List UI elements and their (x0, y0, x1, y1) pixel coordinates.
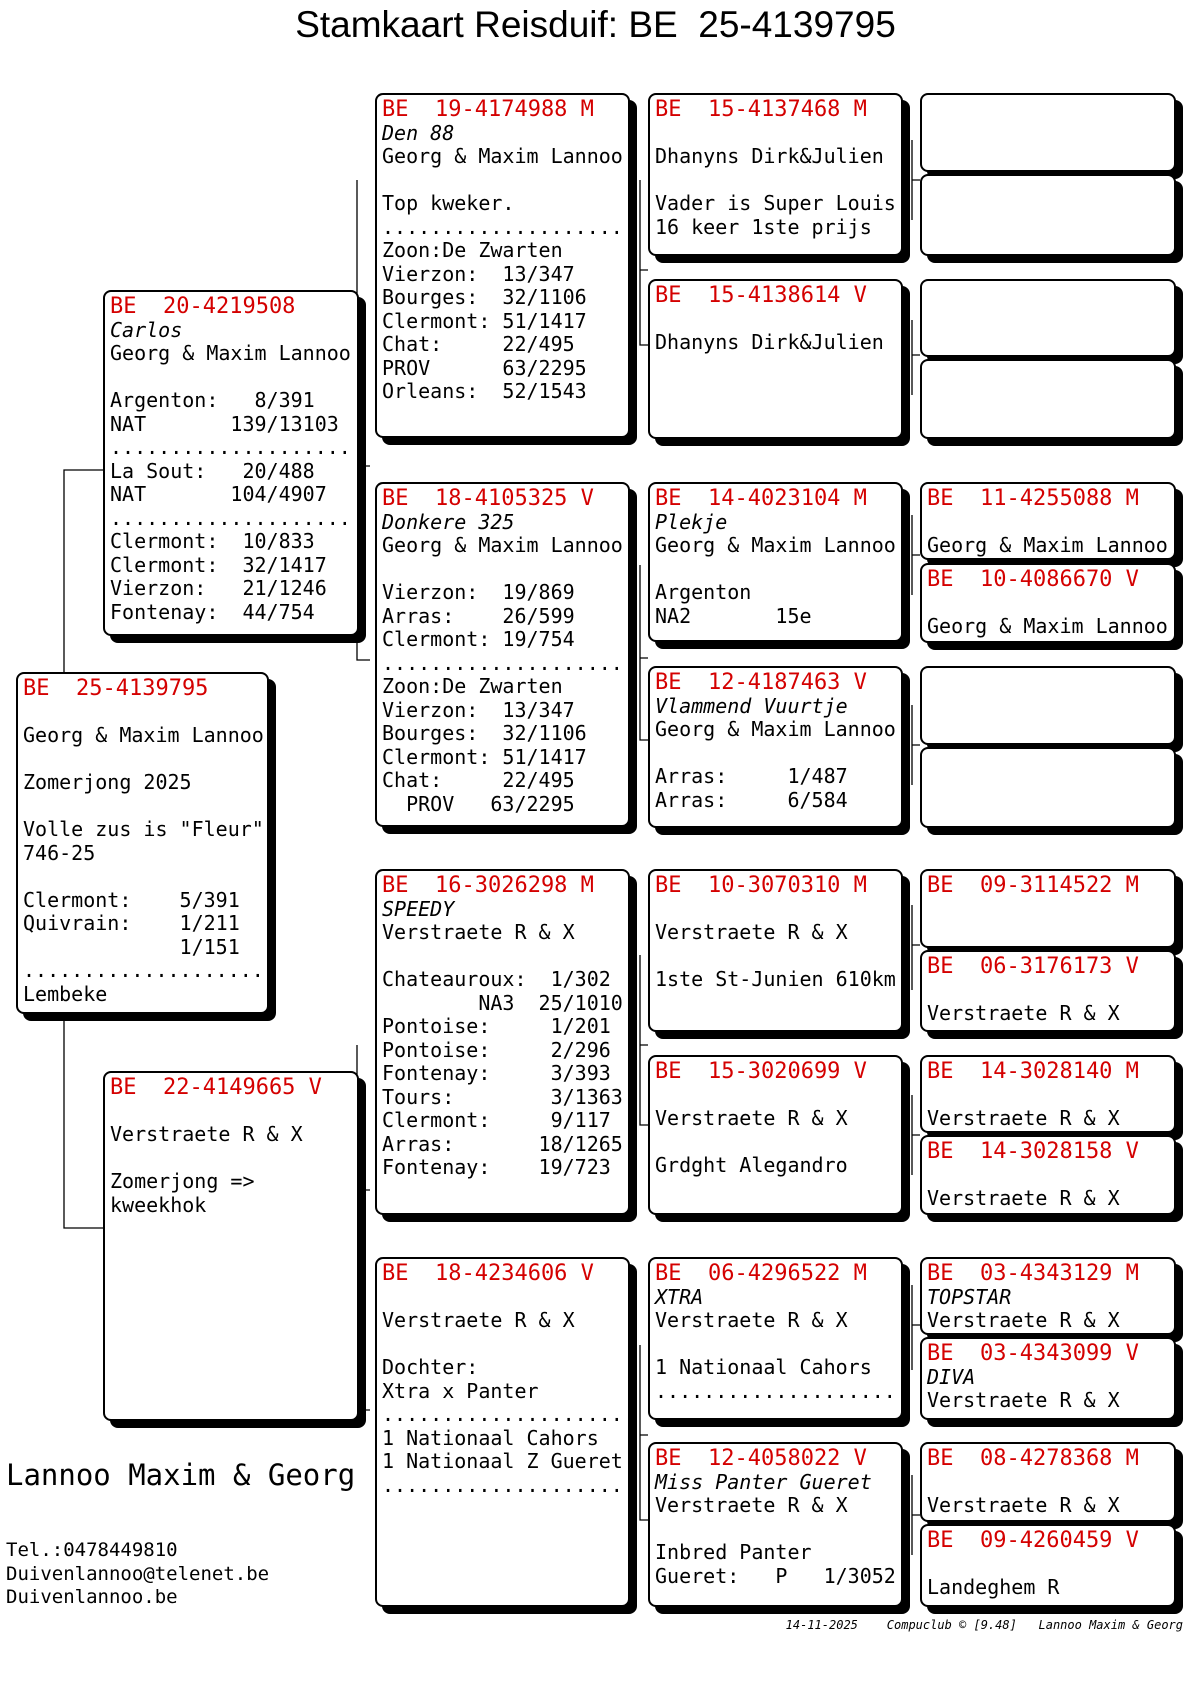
card-g1[interactable] (920, 93, 1176, 172)
ring-number: BE 15-3020699 V (655, 1059, 867, 1084)
card-line (23, 701, 263, 725)
card-line: Georg & Maxim Lannoo (927, 614, 1168, 638)
card-line: Arras: 26/599 (382, 603, 575, 628)
card-line: Georg & Maxim Lannoo (655, 717, 896, 741)
ring-number: BE 10-4086670 V (927, 567, 1139, 592)
card-mfm[interactable] (648, 1055, 903, 1215)
card-line: .................... (382, 1472, 623, 1497)
card-g10[interactable] (920, 950, 1176, 1032)
card-line: Zoon:De Zwarten (382, 674, 563, 698)
card-line: La Sout: 20/488 (110, 458, 315, 483)
card-line (655, 1518, 897, 1542)
card-line (927, 511, 1170, 535)
ring-number: BE 14-3028140 M (927, 1059, 1139, 1084)
ring-number: BE 25-4139795 (23, 676, 209, 701)
card-fm[interactable] (375, 482, 630, 827)
card-line (655, 1131, 897, 1155)
card-line: Georg & Maxim Lannoo (655, 533, 896, 557)
card-g7[interactable] (920, 666, 1176, 745)
card-line (655, 169, 897, 193)
card-line (655, 742, 897, 766)
card-line (655, 122, 897, 146)
pigeon-name: Plekje (655, 509, 728, 534)
connector-mff (912, 905, 920, 990)
card-line: 1 Nationaal Cahors (382, 1425, 599, 1450)
ring-number: BE 22-4149665 V (110, 1075, 322, 1100)
card-mf[interactable] (375, 869, 630, 1215)
card-g11[interactable] (920, 1055, 1176, 1133)
card-line: Verstraete R & X (382, 920, 575, 944)
card-line: Clermont: 10/833 (110, 529, 315, 553)
card-line: PROV 63/2295 (382, 791, 575, 816)
card-line: 1 Nationaal Cahors (655, 1355, 872, 1379)
card-line: Arras: 18/1265 (382, 1131, 623, 1156)
card-line: 1 Nationaal Z Gueret (382, 1449, 623, 1473)
card-g16[interactable] (920, 1524, 1176, 1607)
connector-mfm (912, 1095, 920, 1175)
card-line: Fontenay: 19/723 (382, 1155, 611, 1179)
card-line: Bourges: 32/1106 (382, 285, 587, 309)
pigeon-name: TOPSTAR (927, 1284, 1012, 1309)
ring-number: BE 19-4174988 M (382, 97, 594, 122)
card-mff[interactable] (648, 869, 903, 1032)
card-line: Chateauroux: 1/302 (382, 967, 611, 991)
card-line (23, 865, 263, 889)
card-line: 1ste St-Junien 610km (655, 967, 896, 991)
card-line: Georg & Maxim Lannoo (382, 533, 623, 557)
pigeon-name: SPEEDY (382, 896, 455, 921)
card-mmm[interactable] (648, 1442, 903, 1607)
card-line: Dochter: (382, 1355, 479, 1379)
card-line: Arras: 1/487 (655, 764, 848, 788)
card-line (927, 1164, 1170, 1188)
card-line (23, 795, 263, 819)
pigeon-name: Miss Panter Gueret (655, 1469, 872, 1494)
card-line (655, 1084, 897, 1108)
pigeon-name: Donkere 325 (382, 509, 515, 534)
card-line (655, 308, 897, 332)
card-line (927, 1471, 1170, 1495)
ring-number: BE 03-4343099 V (927, 1341, 1139, 1366)
card-line: 1/151 (23, 934, 240, 959)
card-line: Bourges: 32/1106 (382, 721, 587, 745)
card-line: 746-25 (23, 840, 96, 865)
ring-number: BE 20-4219508 (110, 294, 296, 319)
ring-number: BE 06-4296522 M (655, 1261, 867, 1286)
card-g15[interactable] (920, 1442, 1176, 1522)
card-line: 16 keer 1ste prijs (655, 214, 872, 239)
card-line: Zoon:De Zwarten (382, 238, 563, 262)
card-line (927, 1553, 1170, 1577)
card-line: Fontenay: 3/393 (382, 1061, 611, 1085)
card-g4[interactable] (920, 359, 1176, 439)
card-ff[interactable] (375, 93, 630, 438)
card-line: Verstraete R & X (655, 1106, 848, 1130)
footer-credit: 14-11-2025 Compuclub © [9.48] Lannoo Maxim & Georg (785, 1618, 1183, 1632)
card-line: Vierzon: 21/1246 (110, 576, 327, 600)
card-line: Zomerjong 2025 (23, 770, 192, 794)
card-line: Clermont: 51/1417 (382, 744, 587, 769)
breeder-block (6, 1458, 355, 1492)
card-g12[interactable] (920, 1135, 1176, 1215)
card-line: Verstraete R & X (927, 1001, 1120, 1025)
card-line: Georg & Maxim Lannoo (23, 723, 264, 747)
card-line (927, 1084, 1170, 1108)
card-line: .................... (382, 650, 623, 675)
card-line: Vierzon: 19/869 (382, 580, 575, 604)
card-line: Tours: 3/1363 (382, 1084, 623, 1109)
breeder-name: Lannoo Maxim & Georg (6, 1458, 356, 1492)
card-line: NAT 104/4907 (110, 482, 327, 506)
card-line: .................... (655, 1378, 896, 1403)
ring-number: BE 15-4137468 M (655, 97, 867, 122)
card-line (655, 898, 897, 922)
ring-number: BE 09-4260459 V (927, 1528, 1139, 1553)
card-line: Verstraete R & X (927, 1388, 1120, 1412)
ring-number: BE 11-4255088 M (927, 486, 1139, 511)
ring-number: BE 09-3114522 M (927, 873, 1139, 898)
card-line: Landeghem R (927, 1575, 1060, 1599)
connector-ffm (912, 320, 920, 395)
card-ffm[interactable] (648, 279, 903, 439)
card-line: Verstraete R & X (655, 1308, 848, 1332)
card-line: Georg & Maxim Lannoo (927, 533, 1168, 557)
connector-mf (640, 955, 648, 1125)
card-line: Verstraete R & X (927, 1308, 1120, 1332)
ring-number: BE 18-4105325 V (382, 486, 594, 511)
connector-mmf (912, 1285, 920, 1370)
card-line (382, 945, 624, 969)
card-line: .................... (23, 958, 264, 982)
card-line: Pontoise: 2/296 (382, 1037, 611, 1062)
card-line: Verstraete R & X (927, 1186, 1120, 1210)
card-g2[interactable] (920, 174, 1176, 256)
card-line: Fontenay: 44/754 (110, 599, 315, 624)
card-fff[interactable] (648, 93, 903, 256)
card-line: NA2 15e (655, 603, 812, 628)
card-line: Clermont: 51/1417 (382, 308, 587, 333)
page-title: Stamkaart Reisduif: BE 25-4139795 (295, 4, 896, 45)
ring-number: BE 08-4278368 M (927, 1446, 1139, 1471)
card-line: .................... (382, 1402, 623, 1426)
card-mmf[interactable] (648, 1257, 903, 1420)
card-line: Grdght Alegandro (655, 1153, 848, 1177)
card-line: Xtra x Panter (382, 1378, 539, 1403)
card-line: PROV 63/2295 (382, 355, 587, 380)
card-line: .................... (110, 505, 351, 530)
card-line: Clermont: 19/754 (382, 627, 575, 651)
ring-number: BE 14-3028158 V (927, 1139, 1139, 1164)
card-line: Lembeke (23, 981, 108, 1006)
card-mm[interactable] (375, 1257, 630, 1607)
ring-number: BE 15-4138614 V (655, 283, 867, 308)
breeder-website[interactable]: Duivenlannoo.be (6, 1586, 178, 1608)
card-line: .................... (382, 214, 623, 239)
card-g3[interactable] (920, 279, 1176, 357)
card-g14[interactable] (920, 1337, 1176, 1420)
card-line: Orleans: 52/1543 (382, 379, 587, 403)
pigeon-name: Vlammend Vuurtje (655, 693, 848, 718)
card-line: Arras: 6/584 (655, 787, 848, 812)
card-line (655, 945, 897, 969)
card-line (655, 1333, 897, 1357)
ring-number: BE 12-4187463 V (655, 670, 867, 695)
card-line (110, 1147, 353, 1171)
card-line: Quivrain: 1/211 (23, 911, 240, 935)
card-line: Dhanyns Dirk&Julien (655, 144, 884, 168)
card-line (23, 748, 263, 772)
breeder-phone: Tel.:0478449810 (6, 1539, 178, 1561)
card-line: Vierzon: 13/347 (382, 697, 575, 722)
card-line: Chat: 22/495 (382, 332, 575, 356)
pigeon-name: DIVA (927, 1364, 976, 1389)
connector-fm (640, 565, 648, 740)
card-line: Vierzon: 13/347 (382, 261, 575, 286)
card-g5[interactable] (920, 482, 1176, 560)
card-line: Inbred Panter (655, 1540, 812, 1564)
breeder-contact (6, 1539, 269, 1610)
ring-number: BE 10-3070310 M (655, 873, 867, 898)
pigeon-name: XTRA (655, 1284, 704, 1309)
card-line (382, 558, 624, 582)
card-line (382, 169, 624, 193)
card-line (382, 1286, 624, 1310)
card-line: Verstraete R & X (655, 920, 848, 944)
card-line (927, 592, 1170, 616)
card-line (382, 1333, 624, 1357)
card-line: NAT 139/13103 (110, 411, 339, 436)
card-fmm[interactable] (648, 666, 903, 828)
connector-mmm (912, 1475, 920, 1555)
card-line: NA3 25/1010 (382, 990, 623, 1015)
card-line: .................... (110, 435, 351, 459)
card-line: Pontoise: 1/201 (382, 1014, 611, 1038)
card-mother[interactable] (103, 1071, 359, 1421)
card-line: Clermont: 5/391 (23, 887, 240, 912)
card-father[interactable] (103, 290, 359, 636)
connector-mm (640, 1345, 648, 1520)
card-g6[interactable] (920, 563, 1176, 643)
card-g8[interactable] (920, 747, 1176, 828)
pigeon-name: Carlos (110, 317, 183, 342)
card-line: Georg & Maxim Lannoo (110, 341, 351, 365)
ring-number: BE 18-4234606 V (382, 1261, 594, 1286)
card-line: Verstraete R & X (927, 1493, 1120, 1517)
ring-number: BE 16-3026298 M (382, 873, 594, 898)
card-line: Verstraete R & X (927, 1106, 1120, 1130)
card-line: Chat: 22/495 (382, 768, 575, 792)
card-line (655, 558, 897, 582)
connector-fff (912, 140, 920, 220)
card-line: Georg & Maxim Lannoo (382, 144, 623, 168)
connector-fmm (912, 705, 920, 785)
card-line: Argenton (655, 580, 752, 604)
card-line: Verstraete R & X (382, 1308, 575, 1332)
connector-fmf (912, 515, 920, 595)
card-subject[interactable] (16, 672, 269, 1014)
card-line: Vader is Super Louis (655, 191, 896, 215)
card-line: Volle zus is "Fleur" (23, 817, 264, 841)
connector-ff (640, 180, 648, 345)
card-line: Clermont: 9/117 (382, 1108, 611, 1132)
card-line: Argenton: 8/391 (110, 388, 315, 412)
card-line: Clermont: 32/1417 (110, 552, 327, 577)
card-line: Verstraete R & X (655, 1493, 848, 1517)
breeder-email[interactable]: Duivenlannoo@telenet.be (6, 1562, 270, 1585)
card-line: Verstraete R & X (110, 1122, 303, 1146)
ring-number: BE 03-4343129 M (927, 1261, 1139, 1286)
pigeon-name: Den 88 (382, 120, 455, 145)
card-line: Top kweker. (382, 191, 515, 215)
card-line (110, 1100, 353, 1124)
ring-number: BE 14-4023104 M (655, 486, 867, 511)
ring-number: BE 12-4058022 V (655, 1446, 867, 1471)
ring-number: BE 06-3176173 V (927, 954, 1139, 979)
card-line: Dhanyns Dirk&Julien (655, 330, 884, 354)
card-line (110, 366, 353, 390)
card-line: Zomerjong => (110, 1169, 255, 1193)
card-line (927, 979, 1170, 1003)
card-g13[interactable] (920, 1257, 1176, 1335)
card-g9[interactable] (920, 869, 1176, 948)
card-line: Gueret: P 1/3052 (655, 1563, 896, 1588)
card-fmf[interactable] (648, 482, 903, 642)
card-line: kweekhok (110, 1192, 207, 1217)
